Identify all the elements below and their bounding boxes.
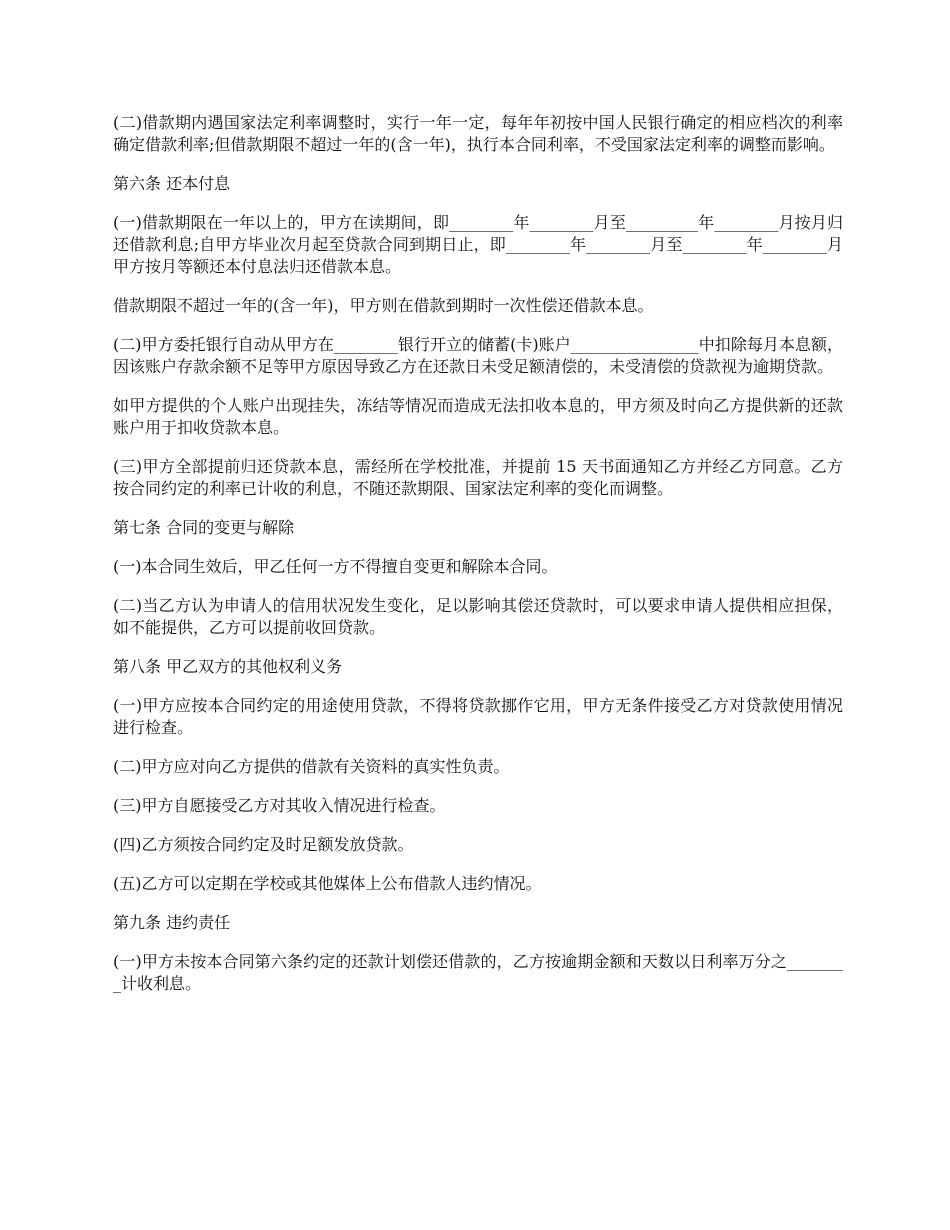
article-7-item-1: (一)本合同生效后，甲乙任何一方不得擅自变更和解除本合同。 xyxy=(113,557,558,576)
article-9-item-1: (一)甲方未按本合同第六条约定的还款计划偿还借款的，乙方按逾期金额和天数以日利率万分之________计收利息。 xyxy=(113,952,843,993)
clause-5-item-2: (二)借款期内遇国家法定利率调整时，实行一年一定，每年年初按中国人民银行确定的相应档次的利率确定借款利率;但借款期限不超过一年的(含一年)，执行本合同利率，不受国家法定利率的调整而影响。 xyxy=(113,113,843,154)
article-8-item-4: (四)乙方须按合同约定及时足额发放贷款。 xyxy=(113,835,414,854)
article-8-item-2: (二)甲方应对向乙方提供的借款有关资料的真实性负责。 xyxy=(113,757,510,776)
article-7-item-2: (二)当乙方认为申请人的信用状况发生变化，足以影响其偿还贷款时，可以要求申请人提供相应担保，如不能提供，乙方可以提前收回贷款。 xyxy=(113,596,843,637)
article-9-heading: 第九条 违约责任 xyxy=(113,913,231,932)
article-7-heading: 第七条 合同的变更与解除 xyxy=(113,518,295,537)
article-6-item-2-note: 如甲方提供的个人账户出现挂失，冻结等情况而造成无法扣收本息的，甲方须及时向乙方提供新的还款账户用于扣收贷款本息。 xyxy=(113,396,843,437)
article-6-item-2: (二)甲方委托银行自动从甲方在________银行开立的储蓄(卡)账户________________中扣除每月本息额，因该账户存款余额不足等甲方原因导致乙方在还款日未受足额清偿的，未受清偿的贷款视为逾期贷款。 xyxy=(113,335,843,376)
article-6-heading: 第六条 还本付息 xyxy=(113,174,231,193)
article-6-item-1: (一)借款期限在一年以上的，甲方在读期间，即________年________月至_________年________月按月归还借款利息;自甲方毕业次月起至贷款合同到期日止，即________年________月至________年________月甲方按月等额还本付息法归还借款本息。 xyxy=(113,213,843,276)
article-6-item-1-note: 借款期限不超过一年的(含一年)，甲方则在借款到期时一次性偿还借款本息。 xyxy=(113,296,654,315)
article-8-item-3: (三)甲方自愿接受乙方对其收入情况进行检查。 xyxy=(113,796,446,815)
document-page xyxy=(113,112,843,1012)
article-8-heading: 第八条 甲乙双方的其他权利义务 xyxy=(113,657,343,676)
article-8-item-1: (一)甲方应按本合同约定的用途使用贷款，不得将贷款挪作它用，甲方无条件接受乙方对贷款使用情况进行检查。 xyxy=(113,696,843,737)
article-8-item-5: (五)乙方可以定期在学校或其他媒体上公布借款人违约情况。 xyxy=(113,874,542,893)
article-6-item-3: (三)甲方全部提前归还贷款本息，需经所在学校批准，并提前 15 天书面通知乙方并经乙方同意。乙方按合同约定的利率已计收的利息，不随还款期限、国家法定利率的变化而调整。 xyxy=(113,457,843,498)
